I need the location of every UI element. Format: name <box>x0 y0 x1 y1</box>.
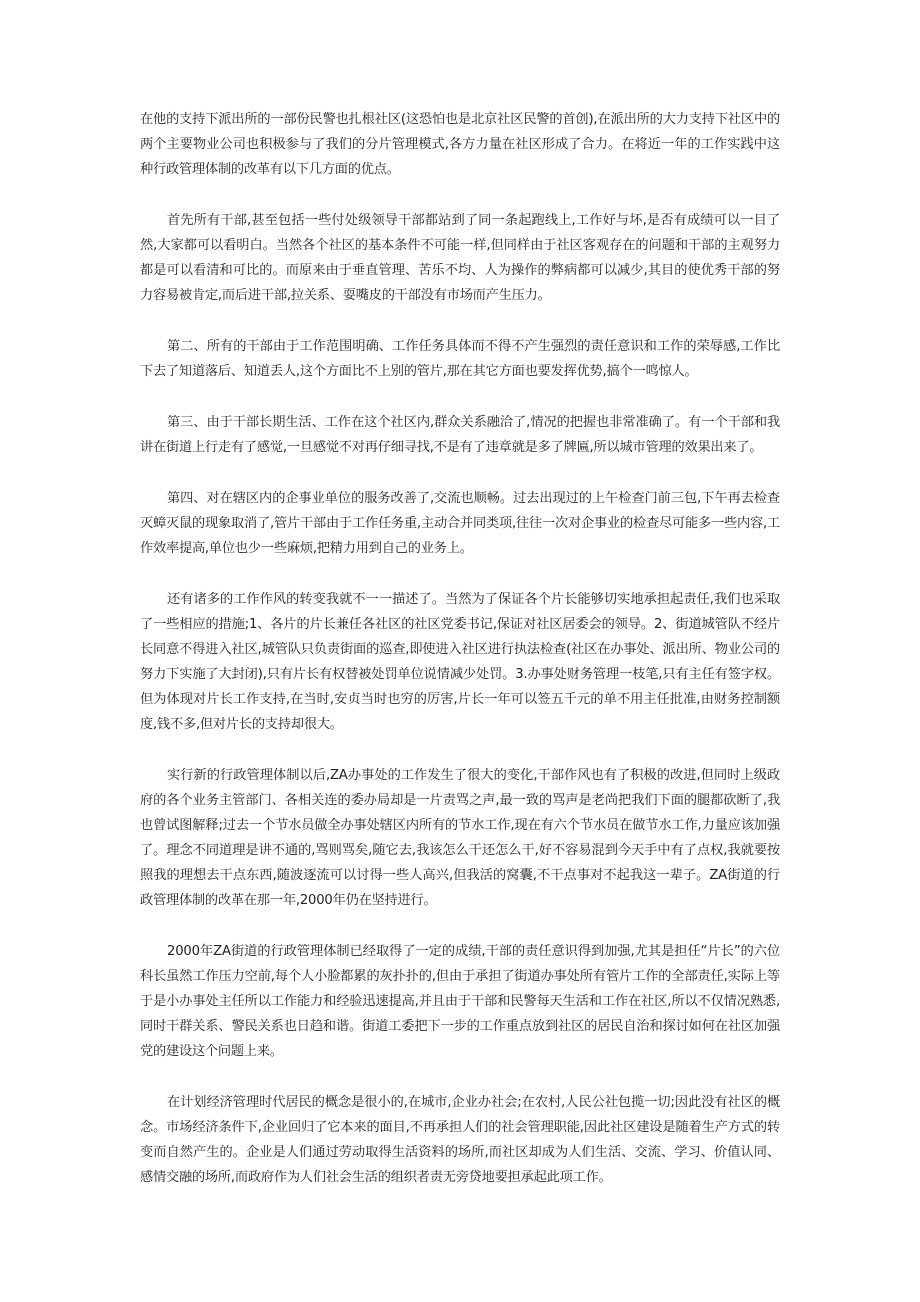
paragraph-2: 首先所有干部,甚至包括一些付处级领导干部都站到了同一条起跑线上,工作好与坏,是否有成绩可以一目了然,大家都可以看明白。当然各个社区的基本条件不可能一样,但同样由于社区客观存在的问题和干部的主观努力都是可以看清和可比的。而原来由于垂直管理、苦乐不均、人为操作的弊病都可以减少,其目的使优秀干部的努力容易被肯定,而后进干部,拉关系、耍嘴皮的干部没有市场而产生压力。 <box>140 213 780 303</box>
paragraph-5: 第四、对在辖区内的企事业单位的服务改善了,交流也顺畅。过去出现过的上午检查门前三包,下午再去检查灭蟑灭鼠的现象取消了,管片干部由于工作任务重,主动合并同类项,往往一次对企事业的检查尽可能多一些内容,工作效率提高,单位也少一些麻烦,把精力用到自己的业务上。 <box>140 491 780 556</box>
paragraph-3: 第二、所有的干部由于工作范围明确、工作任务具体而不得不产生强烈的责任意识和工作的荣辱感,工作比下去了知道落后、知道丢人,这个方面比不上别的管片,那在其它方面也要发挥优势,搞个一鸣惊人。 <box>140 339 780 379</box>
paragraph-7: 实行新的行政管理体制以后,ZA办事处的工作发生了很大的变化,干部作风也有了积极的改进,但同时上级政府的各个业务主管部门、各相关连的委办局却是一片责骂之声,最一致的骂声是老尚把我们下面的腿都砍断了,我也曾试图解释;过去一个节水员做全办事处辖区内所有的节水工作,现在有六个节水员在做节水工作,力量应该加强了。理念不同道理是讲不通的,骂则骂矣,随它去,我该怎么干还怎么干,好不容易混到今天手中有了点权,我就要按照我的理想去干点东西,随波逐流可以讨得一些人高兴,但我活的窝囊,不干点事对不起我这一辈子。ZA街道的行政管理体制的改革在那一年,2000年仍在坚持进行。 <box>140 768 780 908</box>
paragraph-9: 在计划经济管理时代居民的概念是很小的,在城市,企业办社会;在农村,人民公社包揽一切;因此没有社区的概念。市场经济条件下,企业回归了它本来的面目,不再承担人们的社会管理职能,因此社区建设是随着生产方式的转变而自然产生的。企业是人们通过劳动取得生活资料的场所,而社区却成为人们生活、交流、学习、价值认同、感情交融的场所,而政府作为人们社会生活的组织者责无旁贷地要担承起此项工作。 <box>140 1095 780 1185</box>
paragraph-8: 2000年ZA街道的行政管理体制已经取得了一定的成绩,干部的责任意识得到加强,尤其是担任“片长”的六位科长虽然工作压力空前,每个人小脸都累的灰扑扑的,但由于承担了街道办事处所有管片工作的全部责任,实际上等于是小办事处主任所以工作能力和经验迅速提高,并且由于干部和民警每天生活和工作在社区,所以不仅情况熟悉,同时干群关系、警民关系也日趋和谐。街道工委把下一步的工作重点放到社区的居民自治和探讨如何在社区加强党的建设这个问题上来。 <box>140 944 780 1059</box>
document-body <box>140 107 780 1216</box>
paragraph-6: 还有诸多的工作作风的转变我就不一一描述了。当然为了保证各个片长能够切实地承担起责任,我们也采取了一些相应的措施;1、各片的片长兼任各社区的社区党委书记,保证对社区居委会的领导。2、街道城管队不经片长同意不得进入社区,城管队只负责街面的巡查,即使进入社区进行执法检查(社区在办事处、派出所、物业公司的努力下实施了大封闭),只有片长有权替被处罚单位说情减少处罚。3.办事处财务管理一枝笔,只有主任有签字权。但为体现对片长工作支持,在当时,安贞当时也穷的厉害,片长一年可以签五千元的单不用主任批准,由财务控制额度,钱不多,但对片长的支持却很大。 <box>140 592 780 732</box>
paragraph-4: 第三、由于干部长期生活、工作在这个社区内,群众关系融洽了,情况的把握也非常准确了。有一个干部和我讲在街道上行走有了感觉,一旦感觉不对再仔细寻找,不是有了违章就是多了牌匾,所以城市管理的效果出来了。 <box>140 415 780 455</box>
paragraph-1: 在他的支持下派出所的一部份民警也扎根社区(这恐怕也是北京社区民警的首创),在派出所的大力支持下社区中的两个主要物业公司也积极参与了我们的分片管理模式,各方力量在社区形成了合力。在将近一年的工作实践中这种行政管理体制的改革有以下几方面的优点。 <box>140 112 780 177</box>
